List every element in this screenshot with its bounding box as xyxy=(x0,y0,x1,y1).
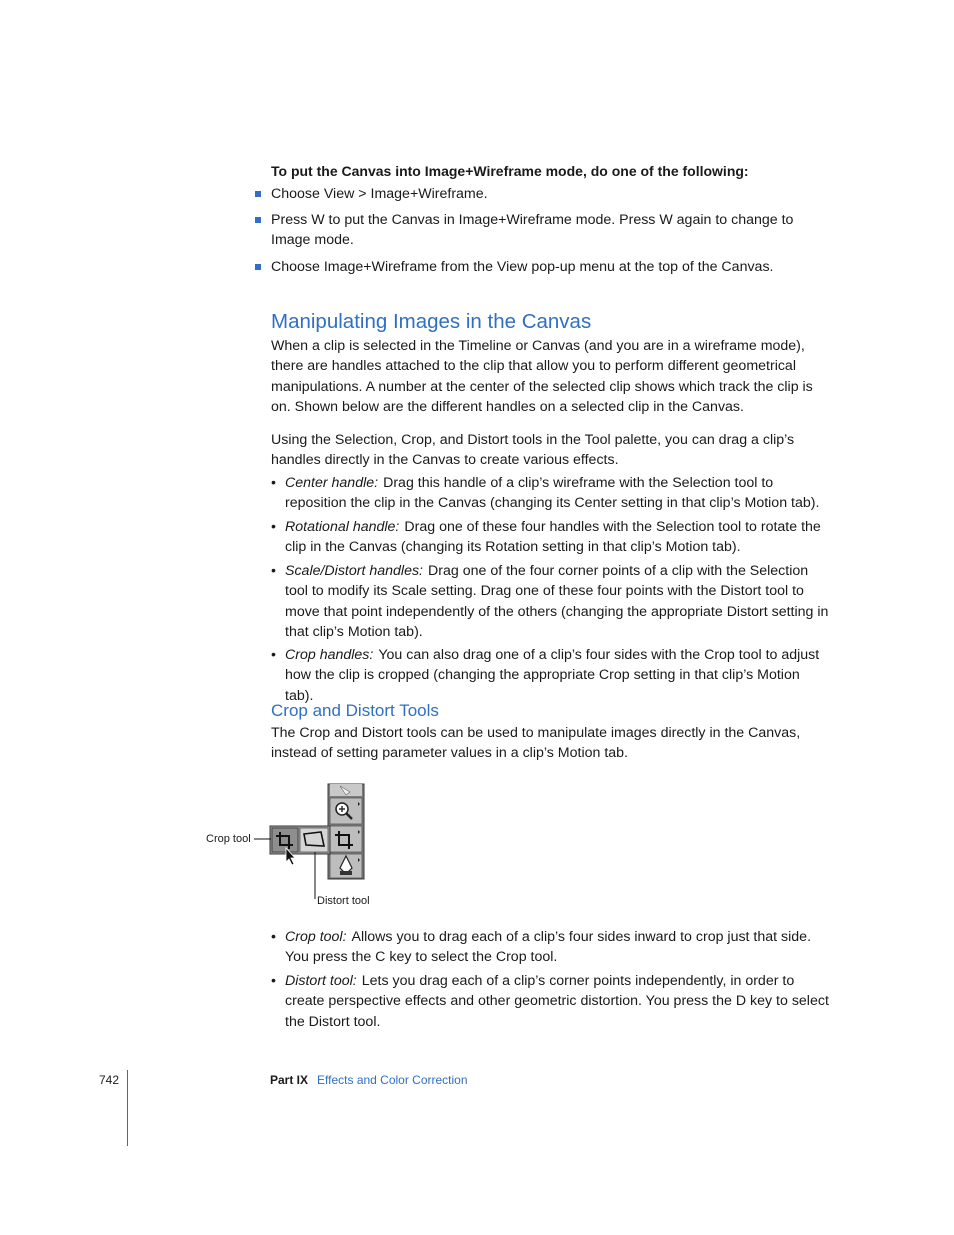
square-bullet-icon xyxy=(255,264,261,270)
bullet-dot-icon: • xyxy=(271,647,276,663)
tool-palette-figure xyxy=(200,782,400,912)
instruction-heading: To put the Canvas into Image+Wireframe mode, do one of the following: xyxy=(271,163,749,179)
bullet-dot-icon: • xyxy=(271,973,276,989)
square-bullet-icon xyxy=(255,191,261,197)
distort-tool-label: Distort tool xyxy=(317,895,370,907)
subsection-heading: Crop and Distort Tools xyxy=(271,701,439,720)
bullet-dot-icon: • xyxy=(271,563,276,579)
part-label: Part IX xyxy=(270,1073,309,1087)
footer-divider xyxy=(127,1070,128,1146)
bullet-dot-icon: • xyxy=(271,519,276,535)
paragraph: Using the Selection, Crop, and Distort tools in the Tool palette, you can drag a clip’s handles directly in the Canvas to create various effects. xyxy=(271,432,795,469)
running-footer xyxy=(270,1073,468,1087)
chapter-link[interactable]: Effects and Color Correction xyxy=(317,1073,468,1087)
paragraph: The Crop and Distort tools can be used to manipulate images directly in the Canvas, instead of setting parameter values in a clip’s Motion tab. xyxy=(271,725,801,762)
section-heading: Manipulating Images in the Canvas xyxy=(271,310,592,333)
bullet-dot-icon: • xyxy=(271,475,276,491)
paragraph: When a clip is selected in the Timeline or Canvas (and you are in a wireframe mode), there are handles attached to the clip that allow you to perform different geometrical manipulations. A number at the center of the selected clip shows which track the clip is on. Shown below are the different handles on a selected clip in the Canvas. xyxy=(271,338,813,415)
page-number: 742 xyxy=(99,1073,120,1087)
square-bullet-icon xyxy=(255,217,261,223)
crop-tool-label: Crop tool xyxy=(206,833,251,845)
bullet-dot-icon: • xyxy=(271,929,276,945)
tool-palette-illustration xyxy=(200,782,400,912)
